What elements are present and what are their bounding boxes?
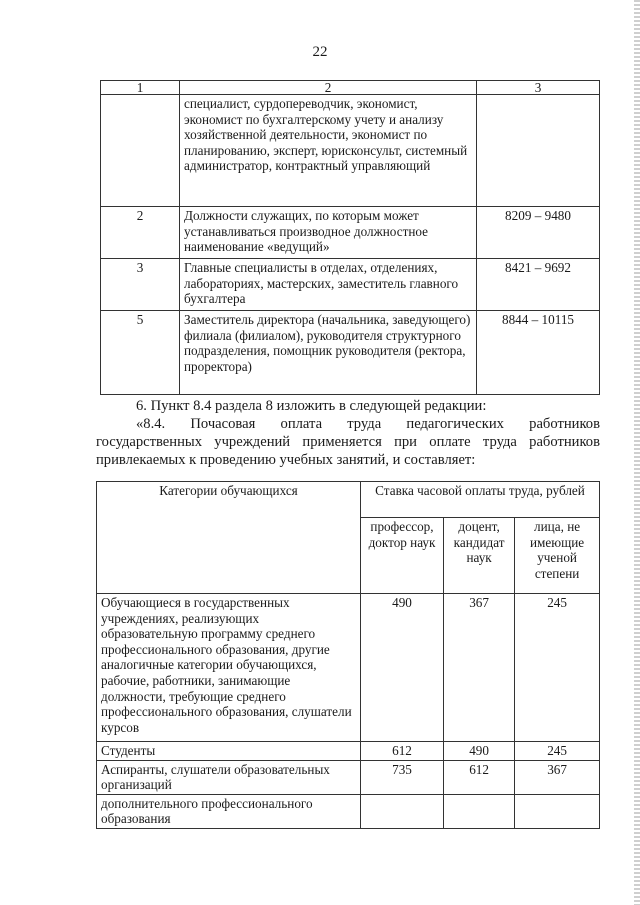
row-rate-professor: 612 [361,742,444,761]
row-category: Аспиранты, слушатели образовательных организаций [97,760,361,794]
salary-table [100,80,600,395]
table-row [97,760,600,794]
header-col-3: 3 [477,81,600,95]
paragraph-item-6: 6. Пункт 8.4 раздела 8 изложить в следующей редакции: [136,398,487,414]
row-salary-range [477,95,600,207]
row-rate-professor: 735 [361,760,444,794]
row-rate-professor: 490 [361,594,444,742]
table-row [101,207,600,259]
row-rate-no-degree: 245 [515,594,600,742]
table-row [97,742,600,761]
scan-edge [634,0,640,905]
row-rate-no-degree [515,794,600,828]
table-header-row [101,81,600,95]
row-position: Главные специалисты в отделах, отделениях, лабораториях, мастерских, заместитель главного бухгалтера [180,259,477,311]
page-number: 22 [312,44,328,60]
row-rate-no-degree: 245 [515,742,600,761]
row-category: Обучающиеся в государственных учреждениях, реализующих образовательную программу среднего профессионального образования, другие аналогичные категории обучающихся, рабочие, работники, занимающие должности, требующие среднего профессионального образования, слушатели курсов [97,594,361,742]
row-number [101,95,180,207]
header-docent: доцент, кандидат наук [444,518,515,594]
header-professor: профессор, доктор наук [361,518,444,594]
header-col-2: 2 [180,81,477,95]
table-row [97,594,600,742]
row-rate-docent: 490 [444,742,515,761]
row-rate-professor [361,794,444,828]
header-categories: Категории обучающихся [97,482,361,594]
row-salary-range: 8209 – 9480 [477,207,600,259]
table-row [101,95,600,207]
row-rate-no-degree: 367 [515,760,600,794]
row-position: Должности служащих, по которым может устанавливаться производное должностное наименование «ведущий» [180,207,477,259]
header-no-degree: лица, не имеющие ученой степени [515,518,600,594]
row-rate-docent [444,794,515,828]
paragraph-8-4-line-1: «8.4. Почасовая оплата труда педагогических работников [136,416,600,432]
row-rate-docent: 612 [444,760,515,794]
table-row [97,794,600,828]
row-position: Заместитель директора (начальника, заведующего) филиала (филиалом), руководителя структурного подразделения, помощник руководителя (ректора, проректора) [180,311,477,395]
row-rate-docent: 367 [444,594,515,742]
table-row [101,259,600,311]
hourly-rate-table [96,481,600,829]
paragraph-8-4-line-2: государственных учреждений применяется при оплате труда работников [96,434,600,450]
row-number: 5 [101,311,180,395]
row-salary-range: 8421 – 9692 [477,259,600,311]
table-header-row [97,482,600,518]
paragraph-8-4-line-3: привлекаемых к проведению учебных занятий, и составляет: [96,452,476,468]
header-col-1: 1 [101,81,180,95]
row-category: Студенты [97,742,361,761]
row-number: 3 [101,259,180,311]
row-number: 2 [101,207,180,259]
row-position: специалист, сурдопереводчик, экономист, экономист по бухгалтерскому учету и анализу хозяйственной деятельности, экономист по планированию, эксперт, юрисконсульт, системный администратор, контрактный управляющий [180,95,477,207]
row-salary-range: 8844 – 10115 [477,311,600,395]
table-row [101,311,600,395]
row-category: дополнительного профессионального образования [97,794,361,828]
header-hourly-rate: Ставка часовой оплаты труда, рублей [361,482,600,518]
